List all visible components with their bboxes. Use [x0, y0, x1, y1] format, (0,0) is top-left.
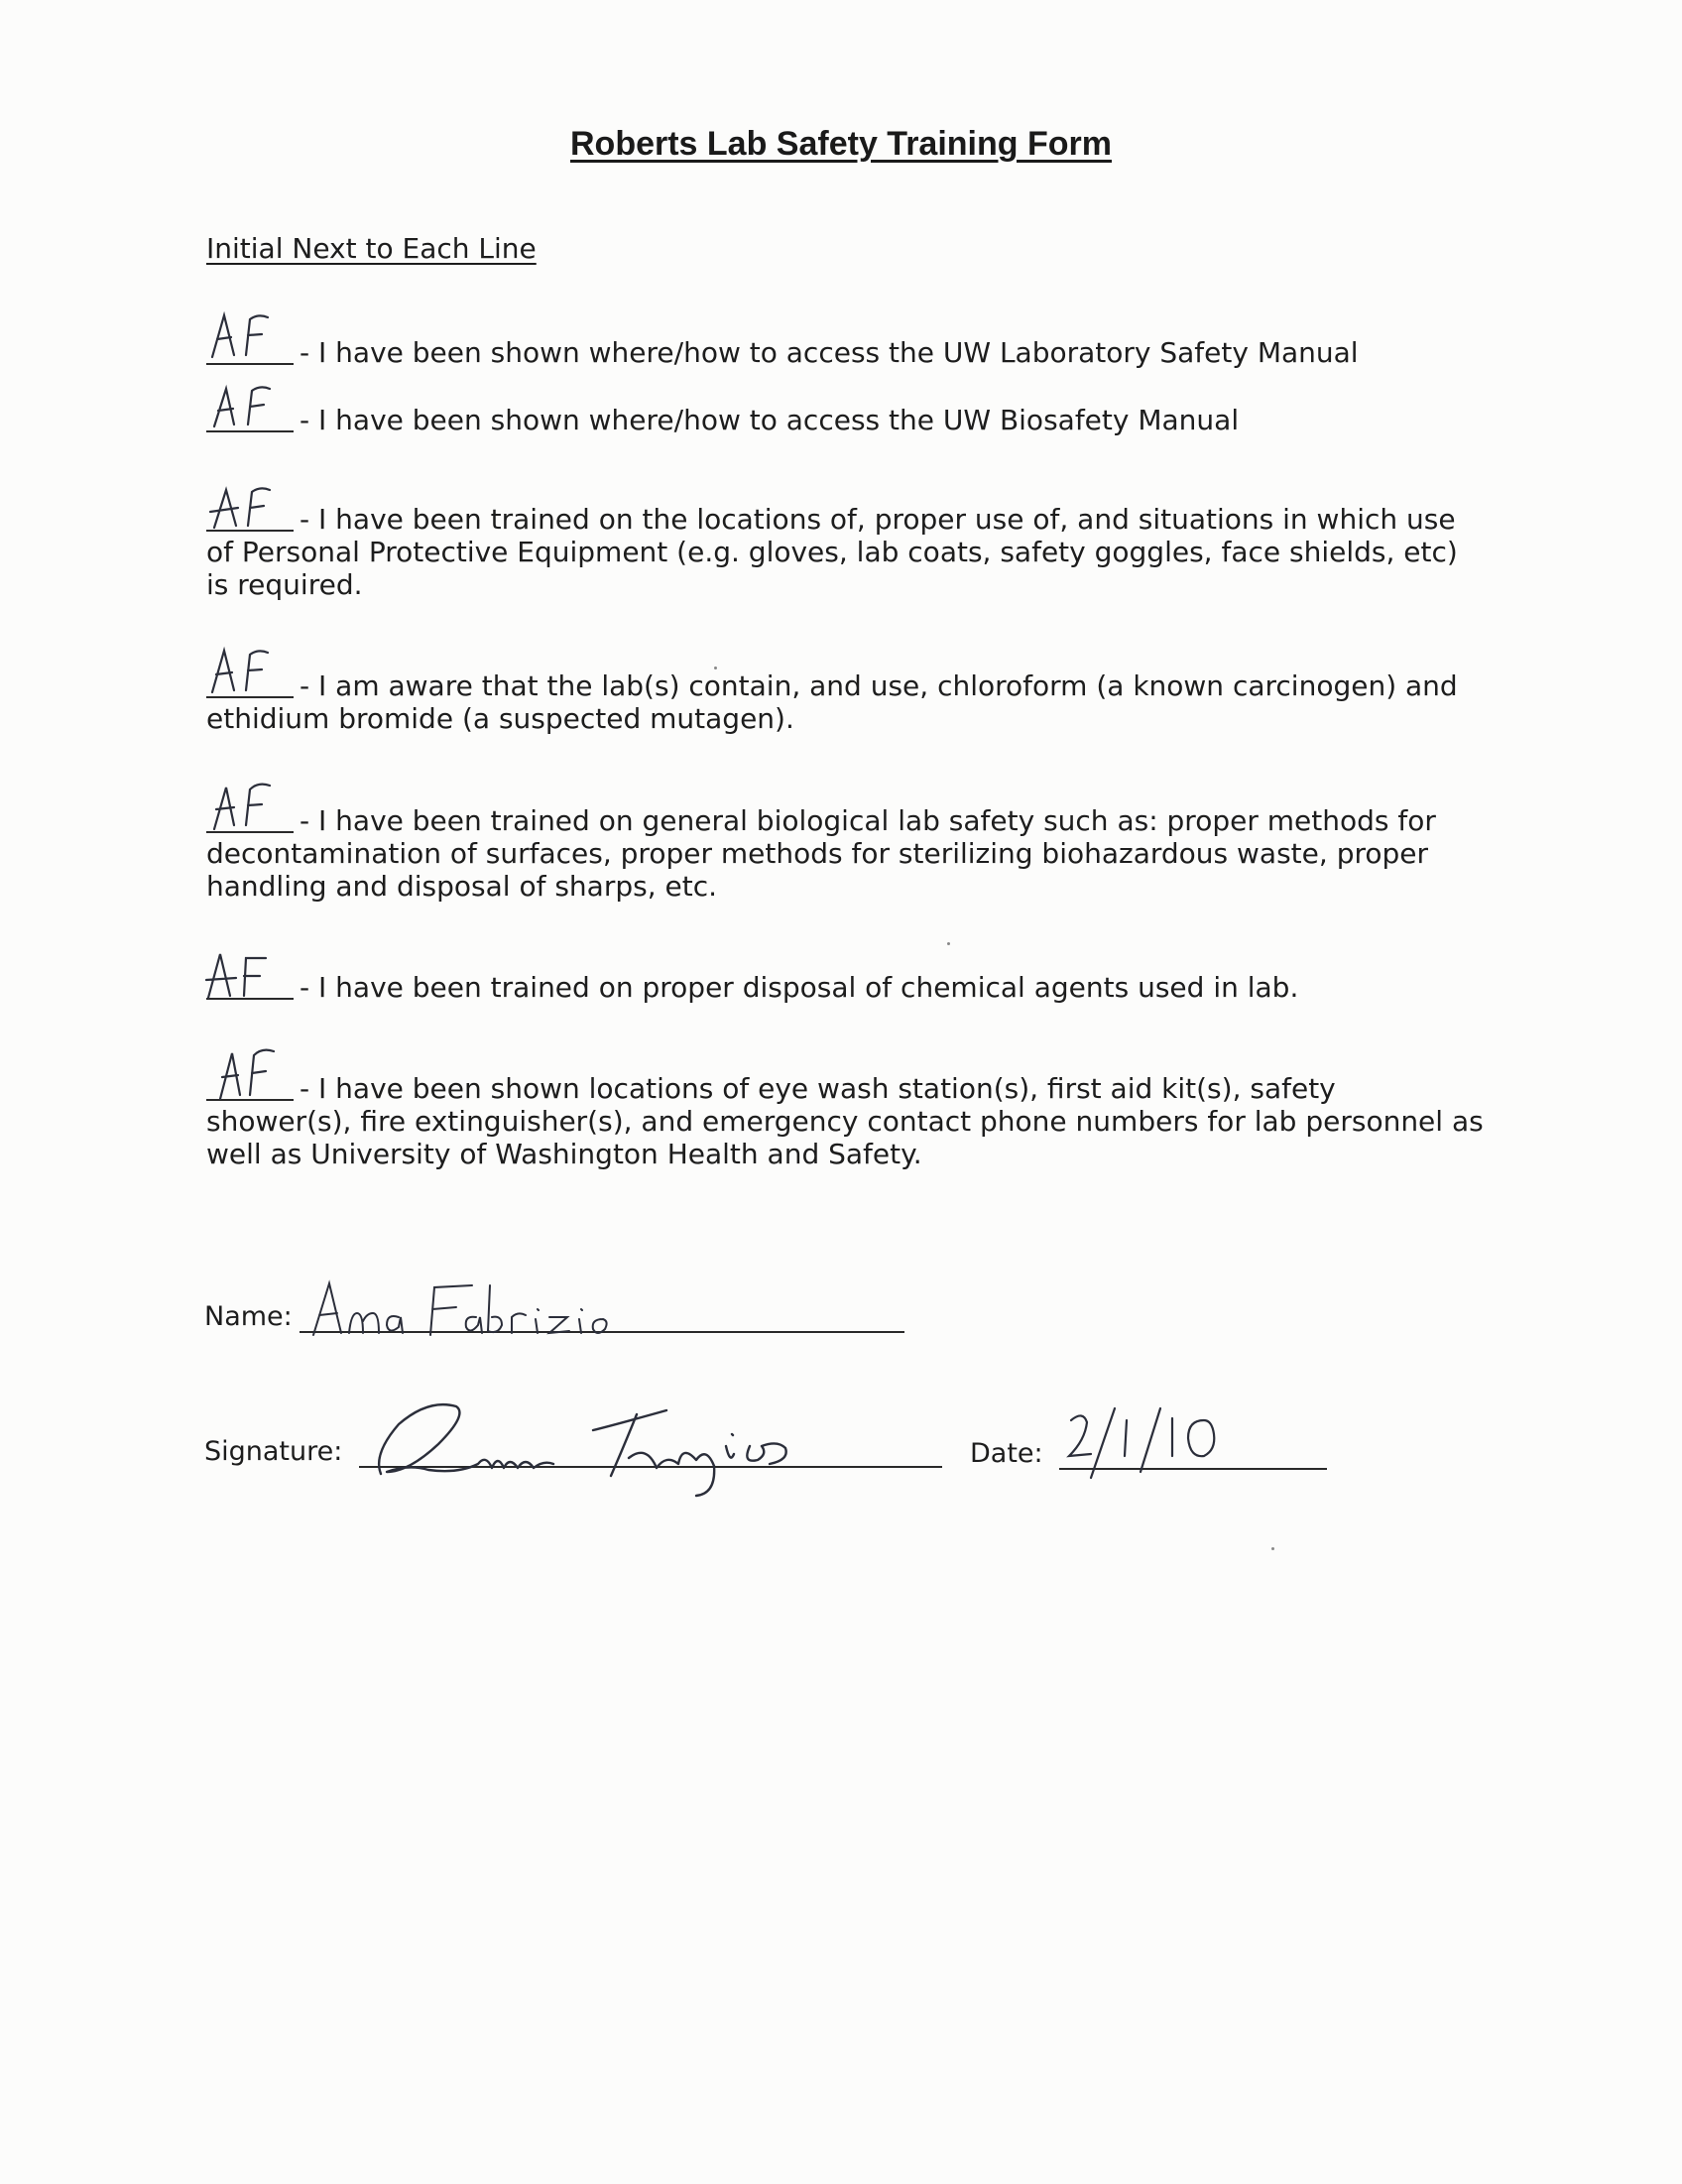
scan-speck — [714, 667, 717, 669]
initials-blank[interactable] — [206, 801, 294, 833]
initials-handwritten — [206, 1043, 296, 1103]
checklist-item — [206, 333, 1486, 369]
item-text: - I am aware that the lab(s) contain, and use, chloroform (a known carcinogen) and ethidium bromide (a suspected mutagen). — [206, 669, 1458, 735]
initials-blank[interactable] — [206, 333, 294, 365]
signature-handwritten — [369, 1385, 904, 1504]
initials-blank[interactable] — [206, 401, 294, 432]
checklist-item — [206, 801, 1486, 903]
name-handwritten — [307, 1274, 684, 1343]
initials-blank[interactable] — [206, 968, 294, 1000]
item-text: - I have been shown where/how to access the UW Biosafety Manual — [300, 404, 1240, 436]
item-text: - I have been shown where/how to access the UW Laboratory Safety Manual — [300, 336, 1359, 369]
initials-blank[interactable] — [206, 500, 294, 532]
form-title: Roberts Lab Safety Training Form — [570, 125, 1112, 163]
checklist-item — [206, 1069, 1486, 1170]
item-text: - I have been trained on the locations of, proper use of, and situations in which use of Personal Protective Equipment (e.g. gloves, lab coats, safety goggles, face shields, etc) is required. — [206, 503, 1458, 601]
item-text: - I have been trained on general biological lab safety such as: proper methods for decontamination of surfaces, proper methods for sterilizing biohazardous waste, proper handling and disposal of sharps, etc. — [206, 804, 1436, 903]
initials-blank[interactable] — [206, 1069, 294, 1101]
instruction-heading: Initial Next to Each Line — [206, 232, 537, 265]
initials-handwritten — [206, 776, 296, 835]
initials-handwritten — [206, 307, 296, 367]
initials-handwritten — [206, 474, 296, 534]
scan-speck — [947, 942, 950, 945]
name-label: Name: — [204, 1301, 293, 1332]
checklist-item — [206, 968, 1486, 1004]
initials-blank[interactable] — [206, 667, 294, 698]
checklist-item — [206, 401, 1486, 436]
date-handwritten — [1055, 1400, 1254, 1490]
date-label: Date: — [970, 1438, 1043, 1469]
checklist-item — [206, 500, 1486, 601]
item-text: - I have been shown locations of eye wash station(s), first aid kit(s), safety shower(s), fire extinguisher(s), and emergency contact phone numbers for lab personnel as well as University of Washington Health and Safety. — [206, 1072, 1484, 1170]
scan-speck — [1271, 1547, 1274, 1550]
initials-handwritten — [206, 641, 296, 700]
item-text: - I have been trained on proper disposal of chemical agents used in lab. — [300, 971, 1299, 1004]
initials-handwritten — [206, 375, 296, 434]
signature-label: Signature: — [204, 1436, 343, 1467]
initials-handwritten — [206, 942, 296, 1002]
checklist-item — [206, 667, 1486, 735]
